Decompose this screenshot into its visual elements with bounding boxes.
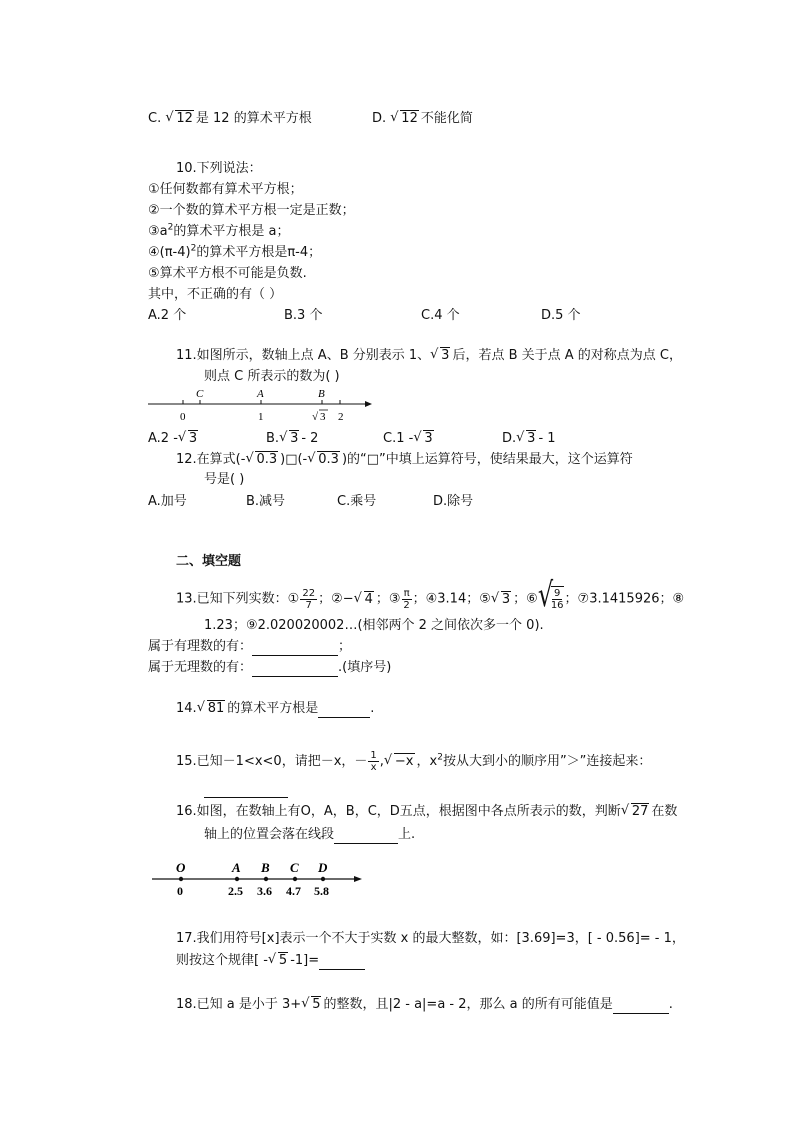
q17-stem-line1: 17.我们用符号[x]表示一个不大于实数 x 的最大整数，如：[3.69]=3，[ - 0.56]= - 1，	[176, 931, 685, 946]
q11-option-a: A.2 -√ 3	[148, 430, 200, 448]
sqrt-neg-x: √ −x	[385, 745, 415, 779]
sqrt-3: √ 3	[517, 430, 536, 448]
label-c: C	[196, 388, 204, 400]
q14-answer-blank[interactable]	[318, 703, 370, 718]
point-label-a: A	[232, 860, 241, 875]
point-value-a: 2.5	[228, 884, 243, 898]
q10-option-d: D.5 个	[541, 308, 581, 323]
q16-stem-line2: 轴上的位置会落在线段 上.	[204, 827, 416, 842]
q16-number-line	[148, 858, 368, 900]
point-a	[235, 877, 239, 881]
point-value-o: 0	[177, 884, 183, 898]
q17-stem-line2: 则按这个规律[ -√ 5 -1]=	[176, 952, 365, 970]
sqrt-4: √ 4	[355, 582, 374, 618]
sqrt-5: √ 5	[302, 996, 321, 1014]
q10-ask: 其中，不正确的有（ ）	[148, 287, 283, 302]
q11-option-c: C.1 -√ 3	[383, 430, 436, 448]
sqrt-0-3: √ 0.3	[308, 451, 340, 469]
q15-answer-blank[interactable]	[204, 783, 288, 798]
sqrt-9-over-16: √ $\frac{9}{16}$	[538, 581, 565, 617]
q11-stem-line2: 则点 C 所表示的数为( )	[204, 369, 340, 384]
fraction-1-over-x: $\frac{1}{x}$	[370, 750, 377, 773]
q11-option-b: B.√ 3 - 2	[266, 430, 318, 448]
point-b	[264, 877, 268, 881]
q12-option-c: C.乘号	[337, 494, 377, 509]
q13-stem-line2: 1.23；⑨2.020020002…(相邻两个 2 之间依次多一个 0).	[204, 618, 544, 633]
q11-option-d: D.√ 3 - 1	[502, 430, 556, 448]
point-o	[179, 877, 183, 881]
point-c	[293, 877, 297, 881]
sqrt-3: √ 3	[179, 430, 198, 448]
q10-statement-1: ①任何数都有算术平方根；	[148, 182, 303, 197]
label-b: B	[318, 388, 325, 400]
sqrt-3: √ 3	[492, 582, 511, 618]
q12-stem-line1: 12.在算式(-√ 0.3 )□(-√ 0.3 )的“□”中填上运算符号，使结果最大，这个运算符	[176, 451, 633, 469]
fraction-pi-2: $\frac{\pi}{2}$	[403, 587, 410, 611]
point-label-o: O	[176, 860, 186, 875]
label-two: 2	[338, 411, 344, 423]
rational-answer-blank[interactable]	[252, 641, 338, 656]
q9-option-c: C. √ 12 是 12 的算术平方根	[148, 110, 312, 128]
q13-rational-line: 属于有理数的有： ；	[148, 639, 352, 654]
section-title-fill-in: 二、填空题	[176, 554, 242, 569]
q10-statement-4: $④(\pi-4)^2$的算术平方根是π-4；	[148, 243, 322, 260]
q12-option-b: B.减号	[246, 494, 286, 509]
q18-stem: 18.已知 a 是小于 3+√ 5 的整数，且|2 - a|=a - 2，那么 a 的所有可能值是 .	[176, 996, 673, 1014]
point-label-c: C	[290, 860, 299, 875]
sqrt-81: √ 81	[198, 700, 226, 718]
q13-stem-line1: 13.已知下列实数：① $\frac{22}{7}$ ；②−√ 4 ；③ $\frac{\pi}{2}$ ；④3.14；⑤√ 3 ；⑥ √ $\frac{9}{16}$ ；⑦3.1415926；⑧	[176, 581, 684, 617]
q12-option-d: D.除号	[433, 494, 474, 509]
q18-answer-blank[interactable]	[613, 999, 669, 1014]
q10-option-c: C.4 个	[421, 308, 460, 323]
sqrt-3: √ 3	[431, 347, 450, 365]
point-value-c: 4.7	[286, 884, 301, 898]
irrational-answer-blank[interactable]	[252, 662, 338, 677]
sqrt-3: √ 3	[414, 430, 433, 448]
axis-arrow	[365, 401, 372, 407]
q17-answer-blank[interactable]	[319, 955, 365, 970]
q12-option-a: A.加号	[148, 494, 187, 509]
label-root-sign: √	[312, 411, 319, 423]
q12-stem-line2: 号是( )	[204, 472, 245, 487]
q16-answer-blank[interactable]	[334, 829, 398, 844]
point-label-d: D	[318, 860, 328, 875]
sqrt-3: √ 3	[280, 430, 299, 448]
q10-statement-5: ⑤算术平方根不可能是负数.	[148, 266, 307, 281]
sqrt-27: √ 27	[622, 803, 650, 821]
q10-option-b: B.3 个	[284, 308, 323, 323]
q15-stem: 15.已知－1<x<0，请把－x，－ $\frac{1}{x}$ ,√ −x ，$x^2$按从大到小的顺序用”＞”连接起来：	[176, 745, 651, 779]
label-one: 1	[258, 411, 264, 423]
q16-stem-line1: 16.如图，在数轴上有O，A，B，C，D五点，根据图中各点所表示的数，判断√ 27 在数	[176, 803, 677, 821]
q10-statement-3: $③a^2$的算术平方根是 a；	[148, 222, 290, 239]
q9-option-d: D. √ 12 不能化简	[372, 110, 473, 128]
point-value-b: 3.6	[257, 884, 272, 898]
q10-option-a: A.2 个	[148, 308, 187, 323]
sqrt-12: √ 12	[166, 110, 194, 128]
point-value-d: 5.8	[314, 884, 329, 898]
sqrt-0-3: √ 0.3	[246, 451, 278, 469]
q11-stem-line1: 11.如图所示，数轴上点 A、B 分别表示 1、√ 3 后，若点 B 关于点 A 的对称点为点 C，	[176, 347, 682, 365]
q10-statement-2: ②一个数的算术平方根一定是正数；	[148, 203, 355, 218]
q11-number-line	[140, 385, 375, 430]
fraction-22-7: $\frac{22}{7}$	[302, 587, 316, 611]
sqrt-12: √ 12	[391, 110, 419, 128]
label-zero: 0	[180, 411, 186, 423]
point-label-b: B	[261, 860, 270, 875]
axis-arrow	[354, 876, 362, 882]
label-a: A	[257, 388, 264, 400]
q13-irrational-line: 属于无理数的有： .(填序号)	[148, 660, 392, 675]
point-d	[321, 877, 325, 881]
label-root3: 3	[320, 411, 326, 423]
q14-stem: 14.√ 81 的算术平方根是 .	[176, 700, 374, 718]
sqrt-5: √ 5	[269, 952, 288, 970]
q10-stem: 10.下列说法：	[176, 161, 262, 176]
